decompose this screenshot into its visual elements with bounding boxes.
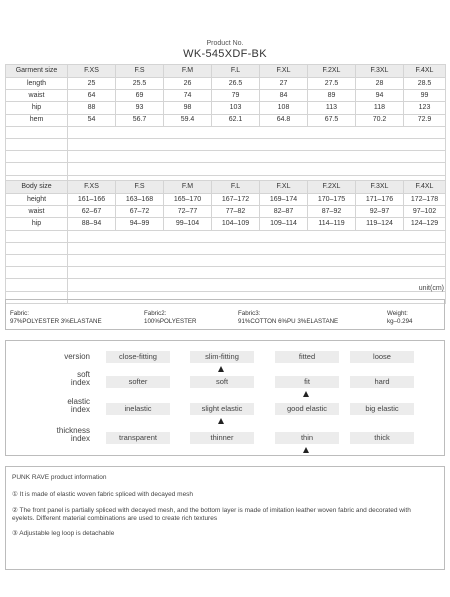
table-cell: 103 [212,102,260,114]
blank-cell [6,279,68,291]
fabric-1-label: Fabric: [10,310,29,317]
fabric-1 [10,310,102,325]
product-number-label: Product No. [206,40,244,47]
fit-option: softer [106,376,170,388]
table-cell: 89 [308,90,356,102]
table-cell: 70.2 [356,114,404,126]
table-cell: 54 [68,114,116,126]
info-item-2: ② The front panel is partially spliced with decayed mesh, and the bottom layer is made of imitation leather woven fabric and decorated with eyelets. Different material combinations are used to create rich textures [12,507,411,522]
table-cell: 92–97 [356,206,404,218]
blank-cell [6,230,68,242]
size-header-cell: F.XS [68,65,116,78]
table-row [6,114,446,126]
fabric-2-value: 100%POLYESTER [144,317,197,325]
blank-cell [68,230,446,242]
table-cell: 119–124 [356,218,404,230]
table-cell: 28.5 [404,78,446,90]
measure-label-cell: height [6,194,68,206]
garment-size-table [5,64,446,188]
fit-option: thinner [190,432,254,444]
table-cell: 171–176 [356,194,404,206]
table-row [6,90,446,102]
blank-cell [68,151,446,163]
size-header-cell: F.M [164,181,212,194]
table-cell: 99–104 [164,218,212,230]
size-header-cell: F.M [164,65,212,78]
table-cell: 69 [116,90,164,102]
fit-option: fit [275,376,339,388]
table-cell: 93 [116,102,164,114]
fabric-2-label: Fabric2: [144,310,167,317]
table-cell: 27 [260,78,308,90]
size-header-cell: F.XL [260,65,308,78]
size-header-cell: F.3XL [356,65,404,78]
table-cell: 64.8 [260,114,308,126]
table-cell: 88–94 [68,218,116,230]
table-cell: 114–119 [308,218,356,230]
measure-label-cell: hip [6,218,68,230]
table-cell: 94–99 [116,218,164,230]
table-header-row [6,65,446,78]
table-cell: 99 [404,90,446,102]
blank-row [6,279,446,291]
blank-row [6,254,446,266]
fit-option: transparent [106,432,170,444]
table-cell: 25 [68,78,116,90]
fit-option: slight elastic [190,403,254,415]
table-cell: 172–178 [404,194,446,206]
blank-cell [6,151,68,163]
measure-label-cell: waist [6,206,68,218]
blank-cell [6,163,68,175]
size-header-cell: F.2XL [308,181,356,194]
table-row [6,194,446,206]
fabric-3 [238,310,338,325]
table-cell: 113 [308,102,356,114]
table-cell: 109–114 [260,218,308,230]
table-cell: 64 [68,90,116,102]
table-cell: 62–67 [68,206,116,218]
table-cell: 104–109 [212,218,260,230]
table-cell: 124–129 [404,218,446,230]
table-row [6,78,446,90]
blank-cell [68,126,446,138]
size-header-cell: F.4XL [404,65,446,78]
blank-row [6,242,446,254]
blank-cell [6,242,68,254]
size-header-cell: F.XS [68,181,116,194]
fit-option: soft [190,376,254,388]
selected-indicator-icon [218,366,224,372]
body-size-table [5,180,446,304]
table-header-row [6,181,446,194]
fit-row-label: soft index [70,370,90,387]
table-cell: 167–172 [212,194,260,206]
table-cell: 67–72 [116,206,164,218]
table-cell: 161–166 [68,194,116,206]
product-code: WK-545XDF-BK [183,48,267,60]
table-row [6,102,446,114]
table-cell: 27.5 [308,78,356,90]
table-cell: 25.5 [116,78,164,90]
blank-cell [6,254,68,266]
table-cell: 88 [68,102,116,114]
fit-option: thick [350,432,414,444]
fit-row-label: thickness index [56,426,90,443]
fit-option: hard [350,376,414,388]
measure-label-cell: hem [6,114,68,126]
table-cell: 108 [260,102,308,114]
table-cell: 59.4 [164,114,212,126]
blank-cell [68,254,446,266]
blank-cell [6,267,68,279]
fit-option: slim-fitting [190,351,254,363]
blank-cell [68,163,446,175]
table-cell: 56.7 [116,114,164,126]
info-item-3: ③ Adjustable leg loop is detachable [12,530,115,537]
table-cell: 67.5 [308,114,356,126]
fit-option: close-fitting [106,351,170,363]
fit-row-label: elastic index [67,397,90,414]
size-header-cell: F.L [212,65,260,78]
table-cell: 26.5 [212,78,260,90]
blank-cell [68,138,446,150]
size-header-cell: F.S [116,65,164,78]
size-header-cell: F.2XL [308,65,356,78]
table-cell: 26 [164,78,212,90]
table-cell: 170–175 [308,194,356,206]
fit-option: fitted [275,351,339,363]
table-cell: 98 [164,102,212,114]
selected-indicator-icon [218,418,224,424]
fabric-1-value: 97%POLYESTER 3%ELASTANE [10,317,102,325]
table-cell: 82–87 [260,206,308,218]
table-cell: 87–92 [308,206,356,218]
fit-row-label: version [64,352,90,361]
weight [387,310,412,325]
blank-row [6,163,446,175]
table-cell: 72–77 [164,206,212,218]
weight-label: Weight: [387,310,408,317]
fabric-2 [144,310,197,325]
info-title: PUNK RAVE product information [12,474,107,481]
size-header-cell: F.L [212,181,260,194]
table-cell: 62.1 [212,114,260,126]
fit-option: big elastic [350,403,414,415]
fit-option: inelastic [106,403,170,415]
blank-row [6,230,446,242]
blank-row [6,138,446,150]
selected-indicator-icon [303,447,309,453]
table-cell: 163–168 [116,194,164,206]
blank-cell [68,279,446,291]
table-cell: 72.9 [404,114,446,126]
measure-label-cell: waist [6,90,68,102]
table-cell: 79 [212,90,260,102]
blank-row [6,126,446,138]
unit-label: unit(cm) [418,285,444,292]
selected-indicator-icon [303,391,309,397]
fit-option: thin [275,432,339,444]
info-item-1: ① It is made of elastic woven fabric spliced with decayed mesh [12,491,194,498]
table-cell: 165–170 [164,194,212,206]
blank-cell [6,126,68,138]
size-header-cell: F.4XL [404,181,446,194]
table-title-cell: Garment size [6,65,68,78]
blank-cell [68,267,446,279]
table-cell: 94 [356,90,404,102]
fit-option: loose [350,351,414,363]
table-row [6,218,446,230]
size-header-cell: F.S [116,181,164,194]
table-cell: 74 [164,90,212,102]
blank-row [6,267,446,279]
measure-label-cell: hip [6,102,68,114]
fabric-3-label: Fabric3: [238,310,261,317]
table-cell: 84 [260,90,308,102]
blank-row [6,151,446,163]
size-header-cell: F.XL [260,181,308,194]
table-cell: 28 [356,78,404,90]
blank-cell [6,138,68,150]
table-cell: 77–82 [212,206,260,218]
weight-value: kg–0.294 [387,317,413,325]
table-title-cell: Body size [6,181,68,194]
fabric-info-box [5,299,445,330]
fit-option: good elastic [275,403,339,415]
table-cell: 123 [404,102,446,114]
table-cell: 169–174 [260,194,308,206]
table-cell: 97–102 [404,206,446,218]
fit-index-panel [5,340,445,456]
size-header-cell: F.3XL [356,181,404,194]
blank-cell [68,242,446,254]
fabric-3-value: 91%COTTON 6%PU 3%ELASTANE [238,317,339,325]
measure-label-cell: length [6,78,68,90]
table-cell: 118 [356,102,404,114]
product-information [5,466,445,570]
table-row [6,206,446,218]
